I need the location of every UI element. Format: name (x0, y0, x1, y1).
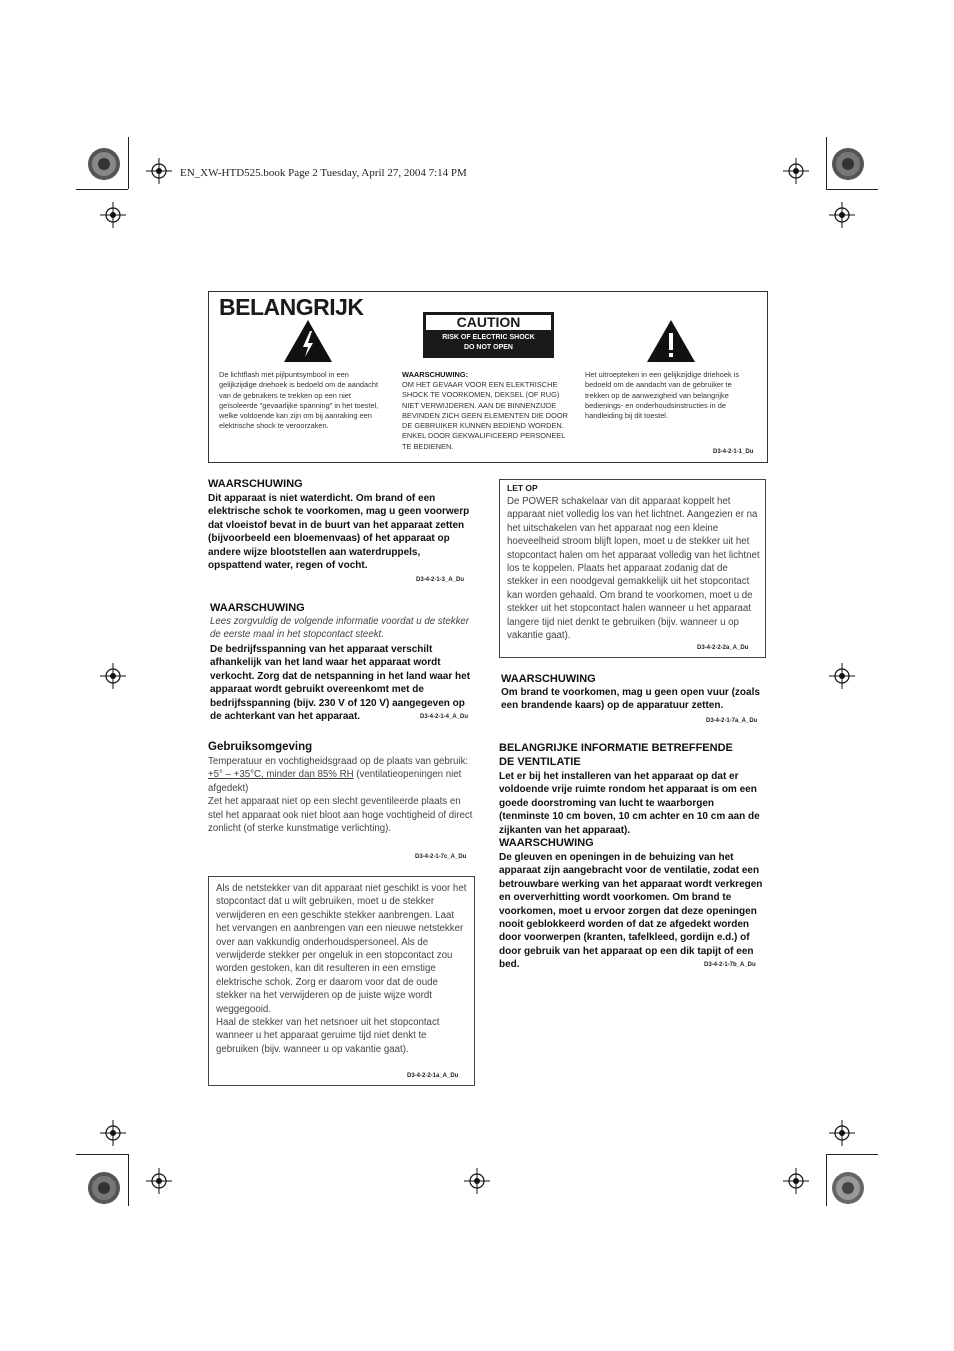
section-heading: WAARSCHUWING (499, 837, 594, 849)
reference-code: D3-4-2-2-2a_A_Du (697, 645, 749, 651)
crop-line (826, 1154, 878, 1155)
caution-notice-text: De POWER schakelaar van dit apparaat koppelt het apparaat niet volledig los van het lichtnet. Aangezien er na het uitschakelen van het apparaat nog een kleine hoeveelheid stroom blijft lopen, moet u de stekker uit het stopcontact halen om het apparaat volledig van het lichtnet los te koppelen. Plaats het apparaat zodanig dat de stekker in een noodgeval gemakkelijk uit het stopcontact kan worden gehaald. Om brand te voorkomen, moet u de stekker uit het stopcontact halen wanneer u het apparaat langere tijd niet denkt te gebruiken (bijv. wanneer u op vakantie gaat). (507, 496, 760, 642)
crosshair-mark-icon (100, 663, 126, 689)
environment-range-note: (ventilatieopeningen niet afgedekt) (208, 769, 462, 794)
environment-line: Temperatuur en vochtigheidsgraad op de plaats van gebruik: (208, 756, 469, 767)
ventilation-warning-text: De gleuven en openingen in de behuizing van het apparaat zijn aangebracht voor de ventilatie, zodat een betrouwbare werking van het apparaat wordt verkregen en oververhitting wordt voorkomen. Om brand te voorkomen, moet u ervoor zorgen dat deze openingen nooit geblokkeerd worden of dat ze afgedekt worden door voorwerpen (kranten, tafelkleed, gordijn e.d.) of door gebruik van het apparaat op een dik tapijt of een bed. (499, 852, 763, 971)
crosshair-mark-icon (100, 1120, 126, 1146)
registration-mark-icon (830, 146, 866, 182)
crosshair-mark-icon (829, 663, 855, 689)
crosshair-mark-icon (100, 202, 126, 228)
section-heading: DE VENTILATIE (499, 756, 581, 768)
crop-line (826, 137, 827, 189)
plug-notice-text (216, 882, 470, 1056)
section-heading: WAARSCHUWING (210, 602, 305, 614)
voltage-warning-text: De bedrijfsspanning van het apparaat verschilt afhankelijk van het land waar het apparaat wordt verkocht. Zorg dat de netspanning in het land waar het apparaat wordt gebruikt overeenkomt met de bedrijfsspanning (bijv. 230 V of 120 V) aangegeven op de achterkant van het apparaat. (210, 644, 471, 723)
registration-mark-icon (86, 1170, 122, 1206)
crosshair-mark-icon (146, 158, 172, 184)
crosshair-mark-icon (464, 1168, 490, 1194)
crop-line (76, 1154, 128, 1155)
reference-code: D3-4-2-1-3_A_Du (416, 577, 465, 583)
lightning-warning-icon (283, 319, 333, 368)
water-warning-text: Dit apparaat is niet waterdicht. Om brand of een elektrische schok te voorkomen, mag u geen voorwerp dat vloeistof bevat in de buurt van het apparaat zetten (bijvoorbeeld een bloemenvaas) of het apparaat op andere wijze blootstellen aan waterdruppels, opspattend water, regen of vocht. (208, 493, 470, 572)
reference-code: D3-4-2-1-7b_A_Du (704, 962, 756, 968)
plug-notice-paragraph: Als de netstekker van dit apparaat niet geschikt is voor het stopcontact dat u wilt gebruiken, moet u de stekker verwijderen en een geschikte stekker aanbrengen. Laat het vervangen en aanbrengen van een nieuwe netstekker over aan vakkundig onderhoudspersoneel. Als de verwijderde stekker per ongeluk in een stopcontact zou worden gestoken, kan dit resulteren in een ernstige elektrische schok. Zorg er daarom voor dat de oude stekker na het verwijderen op de juiste wijze wordt weggegooid. (216, 883, 467, 1015)
environment-advice: Zet het apparaat niet op een slecht geventileerde plaats en stel het apparaat ook niet bloot aan hoge vochtigheid of direct zonlicht (of sterke kunstmatige verlichting). (208, 796, 473, 835)
plug-notice-paragraph: Haal de stekker van het netsnoer uit het stopcontact wanneer u het apparaat geruime tijd niet denkt te gebruiken (bijv. wanneer u op vakantie gaat). (216, 1017, 440, 1055)
reference-code: D3-4-2-2-1a_A_Du (407, 1073, 459, 1079)
crosshair-mark-icon (829, 1120, 855, 1146)
crop-line (826, 189, 878, 190)
reference-code: D3-4-2-1-7a_A_Du (706, 718, 758, 724)
reference-code: D3-4-2-1-7c_A_Du (415, 854, 467, 860)
exclamation-explanation: Het uitroepteken in een gelijkzijdige driehoek is bedoeld om de aandacht van de gebruiker te trekken op de aanwezigheid van belangrijke bedienings- en onderhoudsinstructies in de handleiding bij dit toestel. (585, 370, 740, 421)
voltage-intro: Lees zorgvuldig de volgende informatie voordat u de stekker de eerste maal in het stopcontact steekt. (210, 616, 470, 641)
crop-line (128, 137, 129, 189)
caution-title: CAUTION (426, 315, 551, 330)
fire-warning-text: Om brand te voorkomen, mag u geen open vuur (zoals een brandende kaars) op de apparatuur zetten. (501, 687, 760, 712)
crosshair-mark-icon (146, 1168, 172, 1194)
caution-subtitle: RISK OF ELECTRIC SHOCK DO NOT OPEN (442, 334, 535, 351)
environment-text (208, 755, 474, 835)
crosshair-mark-icon (783, 1168, 809, 1194)
warning-text: OM HET GEVAAR VOOR EEN ELEKTRISCHE SHOCK TE VOORKOMEN, DEKSEL (OF RUG) NIET VERWIJDEREN. AAN DE BINNENZIJDE BEVINDEN ZICH GEEN ELEMENTEN DIE DOOR DE GEBRUIKER KUNNEN BEDIEND WORDEN. ENKEL DOOR GEKWALIFICEERD PERSONEEL TE BEDIENEN. (402, 380, 568, 451)
caution-notice-heading: LET OP (507, 483, 538, 493)
section-heading: WAARSCHUWING (501, 673, 596, 685)
warning-heading: WAARSCHUWING: (402, 370, 469, 379)
exclamation-warning-icon (646, 319, 696, 368)
environment-range: +5° – +35°C, minder dan 85% RH (208, 769, 354, 781)
crop-line (826, 1154, 827, 1206)
reference-code: D3-4-2-1-4_A_Du (420, 714, 469, 720)
crosshair-mark-icon (829, 202, 855, 228)
crop-line (128, 1154, 129, 1206)
ventilation-text: Let er bij het installeren van het apparaat op dat er voldoende vrije ruimte rondom het apparaat is om een goede doorstroming van lucht te waarborgen (tenminste 10 cm boven, 10 cm achter en 10 cm aan de zijkanten van het apparaat). (499, 771, 760, 836)
registration-mark-icon (86, 146, 122, 182)
section-heading: WAARSCHUWING (208, 478, 303, 490)
section-heading: BELANGRIJKE INFORMATIE BETREFFENDE (499, 742, 733, 754)
reference-code: D3-4-2-1-1_Du (713, 449, 754, 455)
registration-mark-icon (830, 1170, 866, 1206)
lightning-explanation: De lichtflash met pijlpuntsymbool in een gelijkzijdige driehoek is bedoeld om de aandacht van de gebruikers te trekken op een niet geïsoleerde "gevaarlijke spanning" in het toestel, welke voldoende kan zijn om bij aanraking een elektrische shock te veroorzaken. (219, 370, 379, 431)
caution-label (423, 312, 554, 358)
crosshair-mark-icon (783, 158, 809, 184)
file-header: EN_XW-HTD525.book Page 2 Tuesday, April 27, 2004 7:14 PM (180, 167, 467, 179)
page-title: BELANGRIJK (219, 294, 364, 320)
crop-line (76, 189, 128, 190)
section-heading: Gebruiksomgeving (208, 741, 313, 753)
